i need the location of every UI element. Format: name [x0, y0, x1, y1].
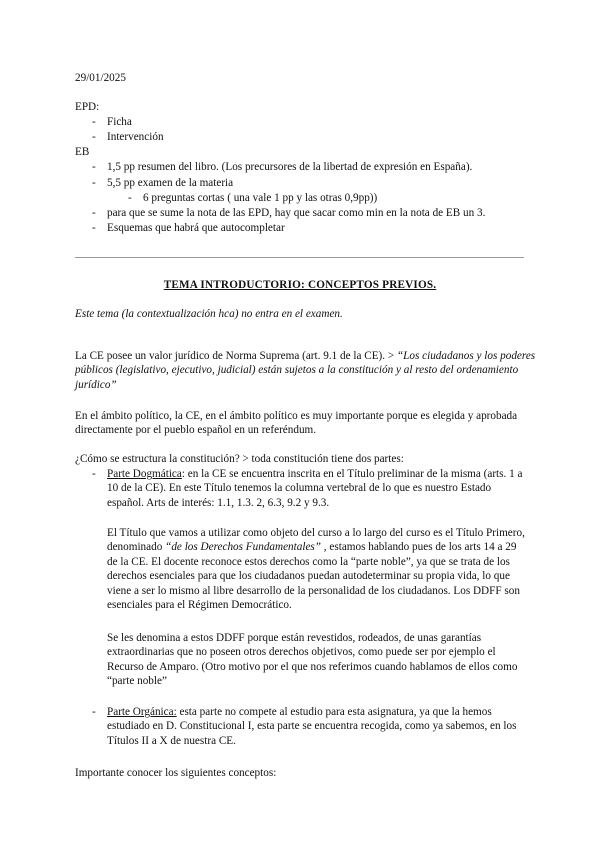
epd-heading: EPD:: [75, 101, 100, 113]
paragraph-line: En el ámbito político, la CE, en el ámbito político es muy importante porque es elegida y aprobada: [75, 410, 518, 422]
paragraph-line: viene a ser lo mismo al libre desarrollo de la personalidad de los ciudadanos. Los DDFF son: [107, 584, 520, 597]
ddff-garantias-paragraph: [107, 631, 527, 689]
list-item-text: Esquemas que habrá que autocompletar: [107, 222, 285, 234]
paragraph-line: El Título que vamos a utilizar como objeto del curso a lo largo del curso es el Título Primero,: [107, 527, 525, 539]
bullet-dash: -: [92, 207, 96, 219]
parte-dogmatica-paragraph: [107, 467, 527, 510]
list-item-text: 5,5 pp examen de la materia: [107, 177, 234, 189]
paragraph-line: “parte noble”: [107, 675, 167, 688]
bullet-dash: -: [92, 161, 96, 173]
parte-organica-paragraph: [107, 705, 527, 748]
bullet-dash: -: [92, 131, 96, 143]
paragraph-line: estudiado en D. Constitucional I, esta parte se encuentra recogida, como ya sabemos, en los: [107, 720, 517, 733]
quote-text: “de los Derechos Fundamentales”: [165, 541, 321, 554]
paragraph-line: derechos esenciales para que los ciudadanos puedan autodeterminar su propia vida, lo que: [107, 570, 510, 583]
horizontal-rule: [75, 257, 524, 258]
bullet-dash: -: [128, 192, 132, 204]
structure-question: ¿Cómo se estructura la constitución? > toda constitución tiene dos partes:: [75, 453, 404, 465]
paragraph-text: denominado: [107, 541, 166, 554]
paragraph-text: La CE posee un valor jurídico de Norma Suprema (art. 9.1 de la CE). >: [75, 350, 397, 362]
paragraph-line: Títulos II a X de nuestra CE.: [107, 734, 236, 747]
list-item-text: para que se sume la nota de las EPD, hay que sacar como min en la nota de EB un 3.: [107, 207, 486, 219]
quote-text: “Los ciudadanos y los poderes: [396, 350, 536, 362]
paragraph-line: de la CE. El docente reconoce estos derechos como la “parte noble”, ya que se trata de los: [107, 555, 510, 568]
paragraph-line: 10 de la CE). En este Título tenemos la columna vertebral de lo que es nuestro Estado: [107, 482, 492, 495]
bullet-dash: -: [92, 468, 96, 480]
parte-dogmatica-label: Parte Dogmática: [107, 468, 182, 480]
parte-organica-label: Parte Orgánica:: [107, 706, 177, 718]
quote-text: públicos (legislativo, ejecutivo, judicial) están sujetos a la constitución y al resto del ordenamiento: [75, 364, 519, 377]
bullet-dash: -: [92, 706, 96, 718]
paragraph-ambito-politico: [75, 409, 527, 438]
paragraph-line: directamente por el pueblo español en un referéndum.: [75, 424, 317, 437]
closing-line: Importante conocer los siguientes conceptos:: [75, 767, 277, 779]
paragraph-text: : en la CE se encuentra inscrita en el Título preliminar de la misma (arts. 1 a: [181, 468, 523, 480]
paragraph-norma-suprema: [75, 349, 536, 392]
paragraph-text: , estamos hablando pues de los arts 14 a 29: [321, 541, 517, 554]
paragraph-text: esta parte no compete al estudio para esta asignatura, ya que la hemos: [176, 706, 492, 718]
paragraph-line: español. Arts de interés: 1.1, 1.3. 2, 6.3, 9.2 y 9.3.: [107, 496, 330, 509]
date: 29/01/2025: [75, 72, 126, 84]
list-item-text: 6 preguntas cortas ( una vale 1 pp y las otras 0,9pp)): [143, 192, 378, 204]
paragraph-line: extraordinarias que no poseen otros derechos objetivos, como puede ser por ejemplo el: [107, 646, 496, 659]
titulo-primero-paragraph: [107, 526, 527, 612]
page-title: TEMA INTRODUCTORIO: CONCEPTOS PREVIOS.: [163, 279, 437, 291]
paragraph-line: Se les denomina a estos DDFF porque están revestidos, rodeados, de unas garantías: [107, 632, 482, 644]
bullet-dash: -: [92, 177, 96, 189]
list-item-text: Intervención: [107, 131, 164, 143]
quote-text: jurídico”: [75, 378, 117, 391]
paragraph-line: Recurso de Amparo. (Otro motivo por el que nos referimos cuando hablamos de ellos como: [107, 660, 518, 673]
list-item-text: 1,5 pp resumen del libro. (Los precursores de la libertad de expresión en España).: [107, 161, 473, 173]
bullet-dash: -: [92, 116, 96, 128]
bullet-dash: -: [92, 222, 96, 234]
eb-heading: EB: [75, 146, 90, 158]
list-item-text: Ficha: [107, 116, 132, 128]
exam-note: Este tema (la contextualización hca) no entra en el examen.: [75, 308, 343, 320]
paragraph-line: esenciales para el Régimen Democrático.: [107, 599, 292, 612]
